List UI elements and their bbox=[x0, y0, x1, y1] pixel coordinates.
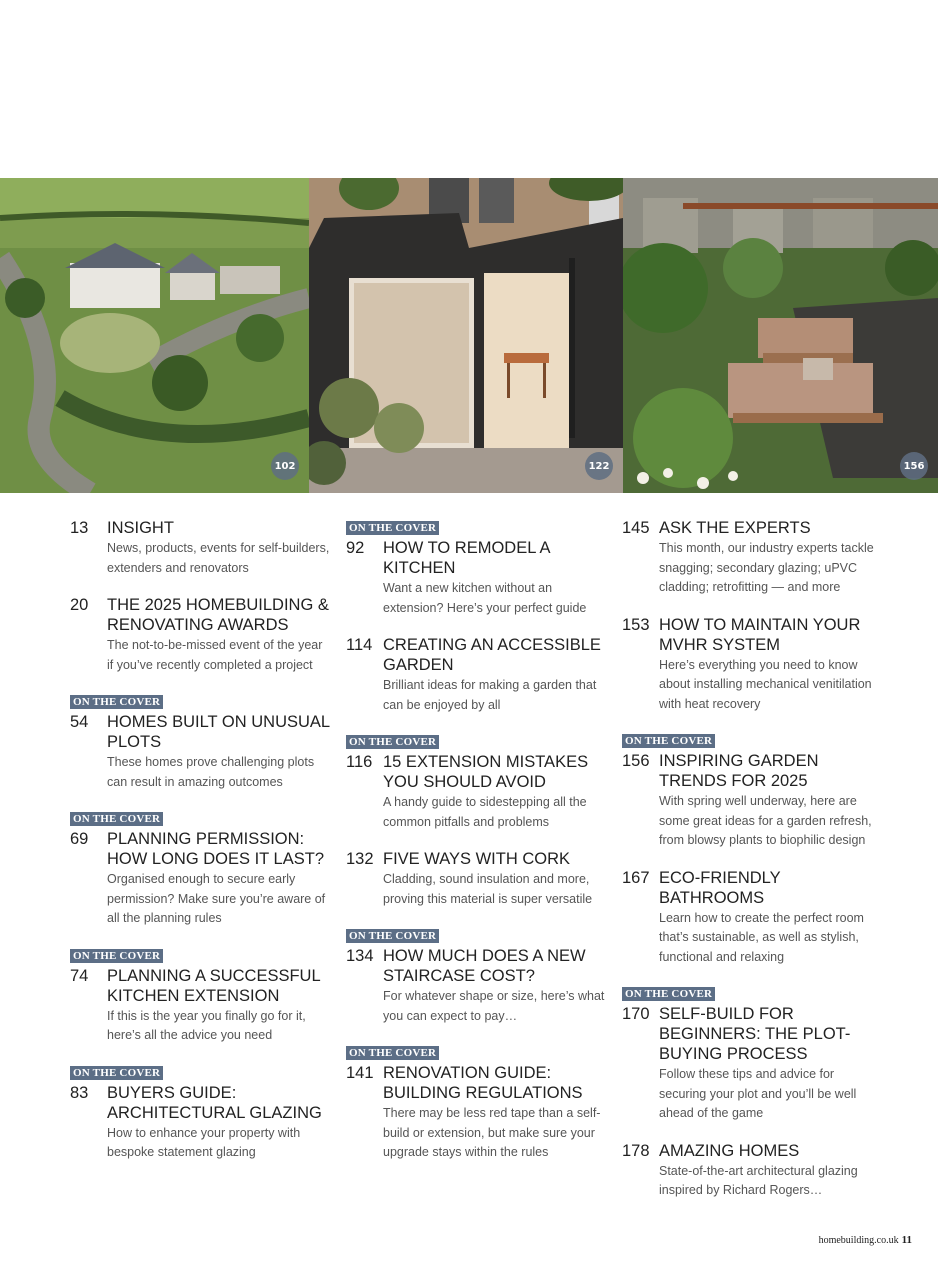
entry-description: For whatever shape or size, here’s what you can expect to pay… bbox=[383, 989, 605, 1023]
page-number: 156 bbox=[622, 752, 650, 770]
entry-title: ASK THE EXPERTS bbox=[659, 519, 811, 537]
contents-entry[interactable] bbox=[622, 518, 884, 598]
contents-entry[interactable] bbox=[622, 1141, 884, 1201]
entry-description: A handy guide to sidestepping all the common pitfalls and problems bbox=[383, 795, 587, 829]
on-the-cover-tag: ON THE COVER bbox=[346, 735, 439, 749]
page-number: 153 bbox=[622, 615, 650, 634]
page-number: 13 bbox=[70, 519, 89, 537]
footer-page-number: 11 bbox=[901, 1234, 912, 1246]
contents-column-3 bbox=[622, 518, 884, 1218]
contents-entry[interactable] bbox=[622, 615, 884, 715]
contents-entry[interactable] bbox=[346, 926, 608, 1026]
on-the-cover-tag: ON THE COVER bbox=[70, 949, 163, 963]
entry-title: HOW MUCH DOES A NEW STAIRCASE COST? bbox=[383, 947, 586, 985]
page-badge: 122 bbox=[585, 452, 613, 480]
entry-title: THE 2025 HOMEBUILDING & RENOVATING AWARDS bbox=[107, 596, 329, 634]
entry-description: There may be less red tape than a self-build or extension, but make sure your upgrade stays within the rules bbox=[383, 1106, 601, 1159]
contents-column-2 bbox=[346, 518, 608, 1180]
page-footer bbox=[819, 1234, 912, 1246]
contents-entry[interactable] bbox=[346, 1043, 608, 1163]
entry-title: PLANNING PERMISSION: HOW LONG DOES IT LAST? bbox=[107, 830, 324, 868]
entry-title: PLANNING A SUCCESSFUL KITCHEN EXTENSION bbox=[107, 966, 321, 1005]
page-number: 114 bbox=[346, 636, 373, 654]
entry-description: Organised enough to secure early permission? Make sure you’re aware of all the planning rules bbox=[107, 872, 326, 925]
on-the-cover-tag: ON THE COVER bbox=[346, 929, 439, 943]
entry-description: If this is the year you finally go for it, here’s all the advice you need bbox=[107, 1008, 306, 1042]
entry-description: Learn how to create the perfect room that’s sustainable, as well as stylish, functional and relaxing bbox=[659, 910, 864, 964]
on-the-cover-tag: ON THE COVER bbox=[70, 1066, 163, 1080]
entry-title: SELF-BUILD FOR BEGINNERS: THE PLOT-BUYING PROCESS bbox=[659, 1005, 851, 1063]
entry-title: AMAZING HOMES bbox=[659, 1141, 800, 1160]
contents-entry[interactable] bbox=[70, 595, 332, 675]
contents-entry[interactable] bbox=[622, 868, 884, 968]
page-badge: 156 bbox=[900, 452, 928, 480]
contents-entry[interactable] bbox=[346, 732, 608, 832]
entry-title: ECO-FRIENDLY BATHROOMS bbox=[659, 868, 781, 907]
entry-title: BUYERS GUIDE: ARCHITECTURAL GLAZING bbox=[107, 1083, 322, 1122]
contents-entry[interactable] bbox=[622, 731, 884, 851]
entry-description: How to enhance your property with bespoke statement glazing bbox=[107, 1125, 301, 1159]
entry-title: RENOVATION GUIDE: BUILDING REGULATIONS bbox=[383, 1064, 583, 1102]
photo-kitchen-extension bbox=[309, 178, 623, 493]
photo-garden-seating bbox=[623, 178, 938, 493]
page-number: 145 bbox=[622, 519, 650, 537]
contents-entry[interactable] bbox=[70, 809, 332, 929]
contents-column-1 bbox=[70, 518, 332, 1180]
entry-title: FIVE WAYS WITH CORK bbox=[383, 850, 571, 868]
page-number: 69 bbox=[70, 830, 89, 848]
entry-description: This month, our industry experts tackle snagging; secondary glazing; uPVC cladding; retrofitting — and more bbox=[659, 541, 874, 594]
on-the-cover-tag: ON THE COVER bbox=[70, 695, 163, 709]
entry-description: News, products, events for self-builders, extenders and renovators bbox=[107, 541, 330, 575]
footer-site[interactable]: homebuilding.co.uk bbox=[818, 1235, 899, 1246]
page-number: 92 bbox=[346, 539, 365, 557]
photo-strip bbox=[0, 178, 938, 493]
page-number: 134 bbox=[346, 947, 374, 965]
contents-entry[interactable] bbox=[622, 984, 884, 1124]
on-the-cover-tag: ON THE COVER bbox=[622, 734, 715, 748]
page-number: 132 bbox=[346, 850, 374, 868]
page-number: 74 bbox=[70, 966, 89, 985]
entry-description: Cladding, sound insulation and more, proving this material is super versatile bbox=[383, 872, 593, 906]
on-the-cover-tag: ON THE COVER bbox=[346, 521, 439, 535]
contents-entry[interactable] bbox=[346, 849, 608, 909]
entry-description: Follow these tips and advice for securing your plot and you’ll be well ahead of the game bbox=[659, 1067, 857, 1120]
entry-title: 15 EXTENSION MISTAKES YOU SHOULD AVOID bbox=[383, 753, 589, 791]
entry-title: HOW TO REMODEL A KITCHEN bbox=[383, 539, 550, 577]
contents-entry[interactable] bbox=[346, 635, 608, 715]
entry-description: Brilliant ideas for making a garden that can be enjoyed by all bbox=[383, 678, 597, 712]
page-number: 54 bbox=[70, 713, 89, 731]
page-number: 20 bbox=[70, 596, 89, 614]
entry-title: INSPIRING GARDEN TRENDS FOR 2025 bbox=[659, 752, 819, 790]
page-number: 141 bbox=[346, 1064, 374, 1082]
entry-title: HOW TO MAINTAIN YOUR MVHR SYSTEM bbox=[659, 615, 861, 654]
entry-description: These homes prove challenging plots can result in amazing outcomes bbox=[107, 755, 315, 789]
photo-aerial-house bbox=[0, 178, 309, 493]
on-the-cover-tag: ON THE COVER bbox=[346, 1046, 439, 1060]
page-number: 83 bbox=[70, 1083, 89, 1102]
entry-description: State-of-the-art architectural glazing inspired by Richard Rogers… bbox=[659, 1163, 858, 1197]
entry-title: CREATING AN ACCESSIBLE GARDEN bbox=[383, 636, 601, 674]
contents-entry[interactable] bbox=[346, 518, 608, 618]
entry-title: HOMES BUILT ON UNUSUAL PLOTS bbox=[107, 713, 330, 751]
entry-title: INSIGHT bbox=[107, 519, 174, 537]
entry-description: Here’s everything you need to know about installing mechanical venitilation with heat recovery bbox=[659, 657, 872, 711]
on-the-cover-tag: ON THE COVER bbox=[70, 812, 163, 826]
contents-entry[interactable] bbox=[70, 946, 332, 1046]
on-the-cover-tag: ON THE COVER bbox=[622, 987, 715, 1001]
page-number: 167 bbox=[622, 868, 650, 887]
entry-description: With spring well underway, here are some great ideas for a garden refresh, from blowsy plants to biophilic design bbox=[659, 794, 872, 847]
page-number: 170 bbox=[622, 1005, 650, 1023]
contents-entry[interactable] bbox=[70, 692, 332, 792]
entry-description: The not-to-be-missed event of the year if you’ve recently completed a project bbox=[107, 638, 323, 672]
page-number: 116 bbox=[346, 753, 373, 771]
contents-entry[interactable] bbox=[70, 518, 332, 578]
page-number: 178 bbox=[622, 1141, 650, 1160]
entry-description: Want a new kitchen without an extension? Here’s your perfect guide bbox=[383, 581, 587, 615]
contents-entry[interactable] bbox=[70, 1063, 332, 1163]
page-badge: 102 bbox=[271, 452, 299, 480]
